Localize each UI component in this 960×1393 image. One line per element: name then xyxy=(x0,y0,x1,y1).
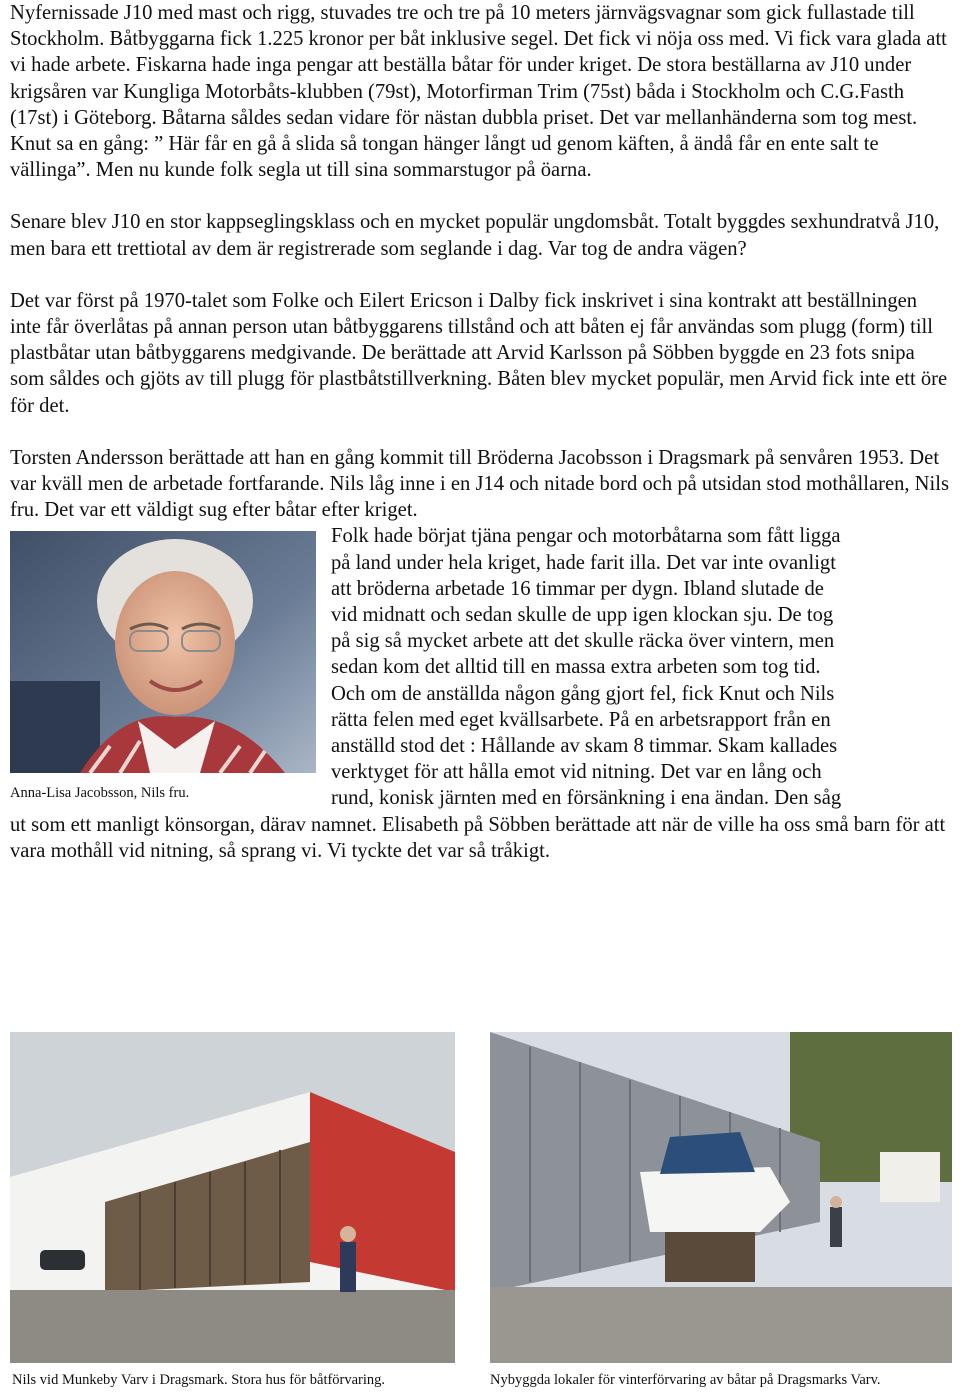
paragraph-5-line: rätta felen med eget kvällsarbete. På en arbetsrapport från en xyxy=(331,708,831,731)
portrait-section xyxy=(10,523,952,811)
paragraph-3: Det var först på 1970-talet som Folke och Eilert Ericson i Dalby fick inskrivet i sina kontrakt att beställningen inte får överlåtas på annan person utan båtbyggarens tillstånd och att båten ej får användas som plugg (form) till plastbåtar utan båtbyggarens medgivande. De berättade att Arvid Karlsson på Söbben byggde en 23 fots snipa som såldes och gjöts av till plugg för plastbåtstillverkning. Båten blev mycket populär, men Arvid fick inte ett öre för det. xyxy=(10,289,948,417)
storage-hall-photo xyxy=(490,1032,952,1363)
paragraph-2: Senare blev J10 en stor kappseglingsklass och en mycket populär ungdomsbåt. Totalt byggdes sexhundratvå J10, men bara ett trettiotal av dem är registrerade som seglande i dag. Var tog de andra vägen? xyxy=(10,211,940,260)
paragraph-1: Nyfernissade J10 med mast och rigg, stuvades tre och tre på 10 meters järnvägsvagnar som gick fullastade till Stockholm. Båtbyggarna fick 1.225 kronor per båt inklusive segel. Det fick vi nöja oss med. Vi fick vara glada att vi hade arbete. Fiskarna hade inga pengar att beställa båtar för under kriget. De stora beställarna av J10 under krigsåren var Kungliga Motorbåts-klubben (79st), Motorfirman Trim (75st) båda i Stockholm och C.G.Fasth (17st) i Göteborg. Båtarna såldes sedan vidare för nästan dubbla priset. Det var mellanhänderna som tog mest. Knut sa en gång: ” Här får en gå å slida så tongan hänger långt ud genom käften, å ändå får en ente salt te vällinga”. Men nu kunde folk segla ut till sina sommarstugor på öarna. xyxy=(10,2,947,182)
paragraph-5-line: på land under hela kriget, hade farit illa. Det var inte ovanligt xyxy=(331,551,836,574)
paragraph-5-line: vid midnatt och sedan skulle de upp igen klockan sju. De tog xyxy=(331,604,834,627)
paragraph-5-line: rund, konisk järnten med en försänkning i ena ändan. Den såg xyxy=(331,787,842,810)
boathouse-photo xyxy=(10,1032,455,1363)
document-page xyxy=(10,0,952,864)
portrait-photo xyxy=(10,531,316,773)
paragraph-5-line: sedan kom det alltid till en massa extra arbeten som tog tid. xyxy=(331,656,821,679)
paragraph-5-line: Folk hade börjat tjäna pengar och motorbåtarna som fått ligga xyxy=(331,525,841,548)
paragraph-5-line: att bröderna arbetade 16 timmar per dygn. Ibland slutade de xyxy=(331,577,824,600)
paragraph-4: Torsten Andersson berättade att han en gång kommit till Bröderna Jacobsson i Dragsmark på senvåren 1953. Det var kväll men de arbetade fortfarande. Nils låg inne i en J14 och nitade bord och på utsidan stod mothållaren, Nils fru. Det var ett väldigt sug efter båtar efter kriget. xyxy=(10,446,950,522)
photo-right-caption: Nybyggda lokaler för vinterförvaring av båtar på Dragsmarks Varv. xyxy=(490,1372,881,1388)
portrait-caption: Anna-Lisa Jacobsson, Nils fru. xyxy=(10,785,190,802)
paragraph-5-line: verktyget för att hålla emot vid nitning. Det var en lång och xyxy=(331,761,822,784)
photo-left-caption: Nils vid Munkeby Varv i Dragsmark. Stora hus för båtförvaring. xyxy=(12,1372,386,1388)
paragraph-5-line: på sig så mycket arbete att det skulle räcka över vintern, men xyxy=(331,630,835,653)
paragraph-5-line: anställd stod det : Hållande av skam 8 timmar. Skam kallades xyxy=(331,735,838,758)
paragraph-5-tail: ut som ett manligt könsorgan, därav namnet. Elisabeth på Söbben berättade att när de ville ha oss små barn för att vara mothåll vid nitning, så sprang vi. Vi tyckte det var så tråkigt. xyxy=(10,813,946,862)
paragraph-5-line: Och om de anställda någon gång gjort fel, fick Knut och Nils xyxy=(331,682,835,705)
photo-row xyxy=(10,1032,952,1362)
